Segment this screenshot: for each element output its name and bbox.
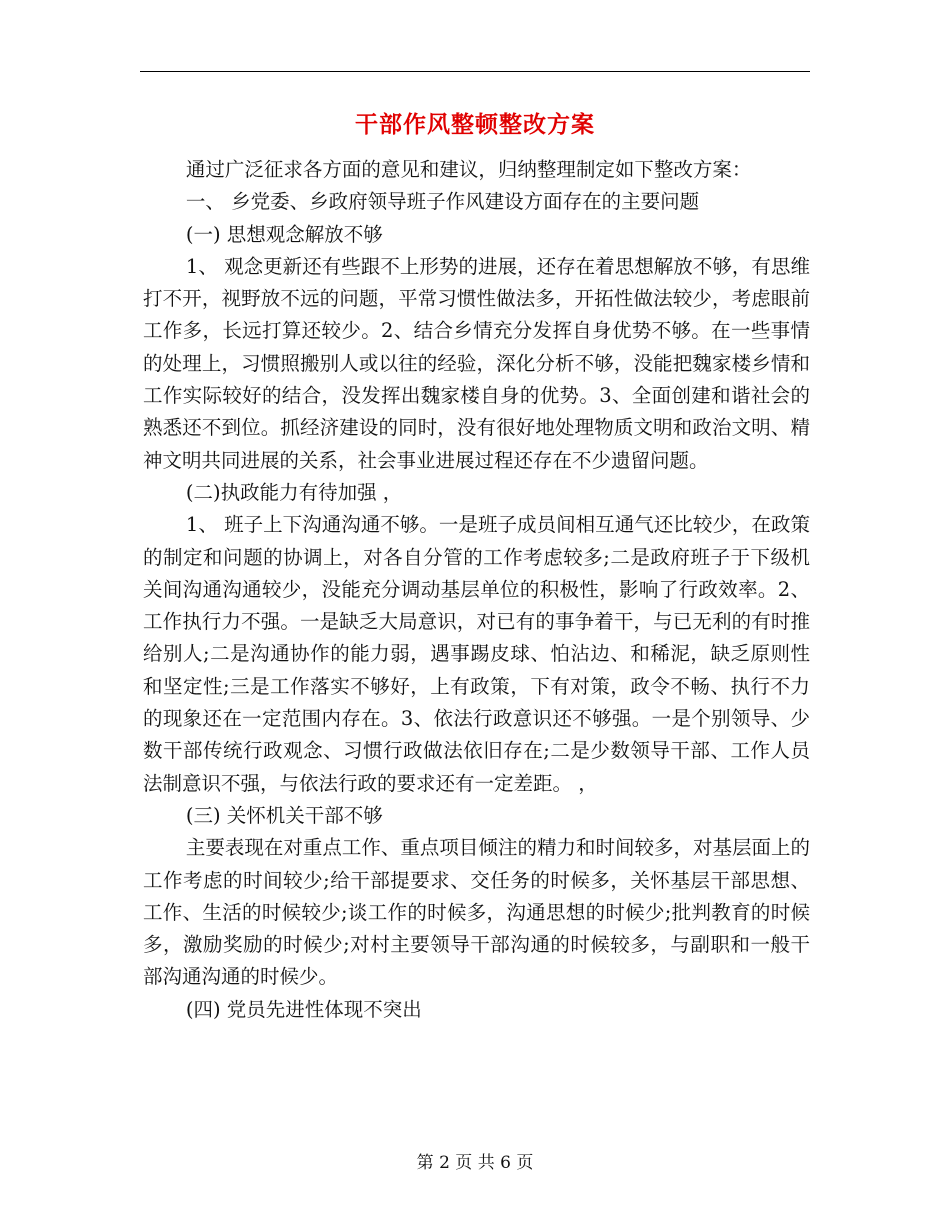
document-body xyxy=(143,154,810,1026)
paragraph-section-1: 一、 乡党委、乡政府领导班子作风建设方面存在的主要问题 xyxy=(185,190,700,214)
page-footer: 第 2 页 共 6 页 xyxy=(416,1153,534,1173)
paragraph-subsection-1: (一) 思想观念解放不够 xyxy=(185,222,383,246)
paragraph-subsection-3-body: 主要表现在对重点工作、重点项目倾注的精力和时间较多，对基层面上的工作考虑的时间较少;给干部提要求、交任务的时候多，关怀基层干部思想、工作、生活的时候较少;谈工作的时候多，沟通思想的时候少;批判教育的时候多，激励奖励的时候少;对村主要领导干部沟通的时候较多，与副职和一般干部沟通沟通的时候少。 xyxy=(143,836,810,989)
paragraph-subsection-2: (二)执政能力有待加强 ， xyxy=(185,480,403,504)
paragraph-subsection-2-body: 1、 班子上下沟通沟通不够。一是班子成员间相互通气还比较少，在政策的制定和问题的协调上，对各自分管的工作考虑较多;二是政府班子于下级机关间沟通沟通较少，没能充分调动基层单位的积极性，影响了行政效率。2、工作执行力不强。一是缺乏大局意识，对已有的事争着干，与已无利的有时推给别人;二是沟通协作的能力弱，遇事踢皮球、怕沾边、和稀泥，缺乏原则性和坚定性;三是工作落实不够好，上有政策，下有对策，政令不畅、执行不力的现象还在一定范围内存在。3、依法行政意识还不够强。一是个别领导、少数干部传统行政观念、习惯行政做法依旧存在;二是少数领导干部、工作人员法制意识不强，与依法行政的要求还有一定差距。 ， xyxy=(143,513,810,795)
paragraph-subsection-4: (四) 党员先进性体现不突出 xyxy=(185,997,422,1021)
paragraph-subsection-3: (三) 关怀机关干部不够 xyxy=(185,803,383,827)
paragraph-intro: 通过广泛征求各方面的意见和建议，归纳整理制定如下整改方案： xyxy=(185,158,752,181)
document-title: 干部作风整顿整改方案 xyxy=(355,112,595,138)
header-rule xyxy=(140,71,810,72)
paragraph-subsection-1-body: 1、 观念更新还有些跟不上形势的进展，还存在着思想解放不够，有思维打不开，视野放不远的问题，平常习惯性做法多，开拓性做法较少，考虑眼前工作多，长远打算还较少。2、结合乡情充分发挥自身优势不够。在一些事情的处理上，习惯照搬别人或以往的经验，深化分析不够，没能把魏家楼乡情和工作实际较好的结合，没发挥出魏家楼自身的优势。3、全面创建和谐社会的熟悉还不到位。抓经济建设的同时，没有很好地处理物质文明和政治文明、精神文明共同进展的关系，社会事业进展过程还存在不少遗留问题。 xyxy=(143,254,810,472)
